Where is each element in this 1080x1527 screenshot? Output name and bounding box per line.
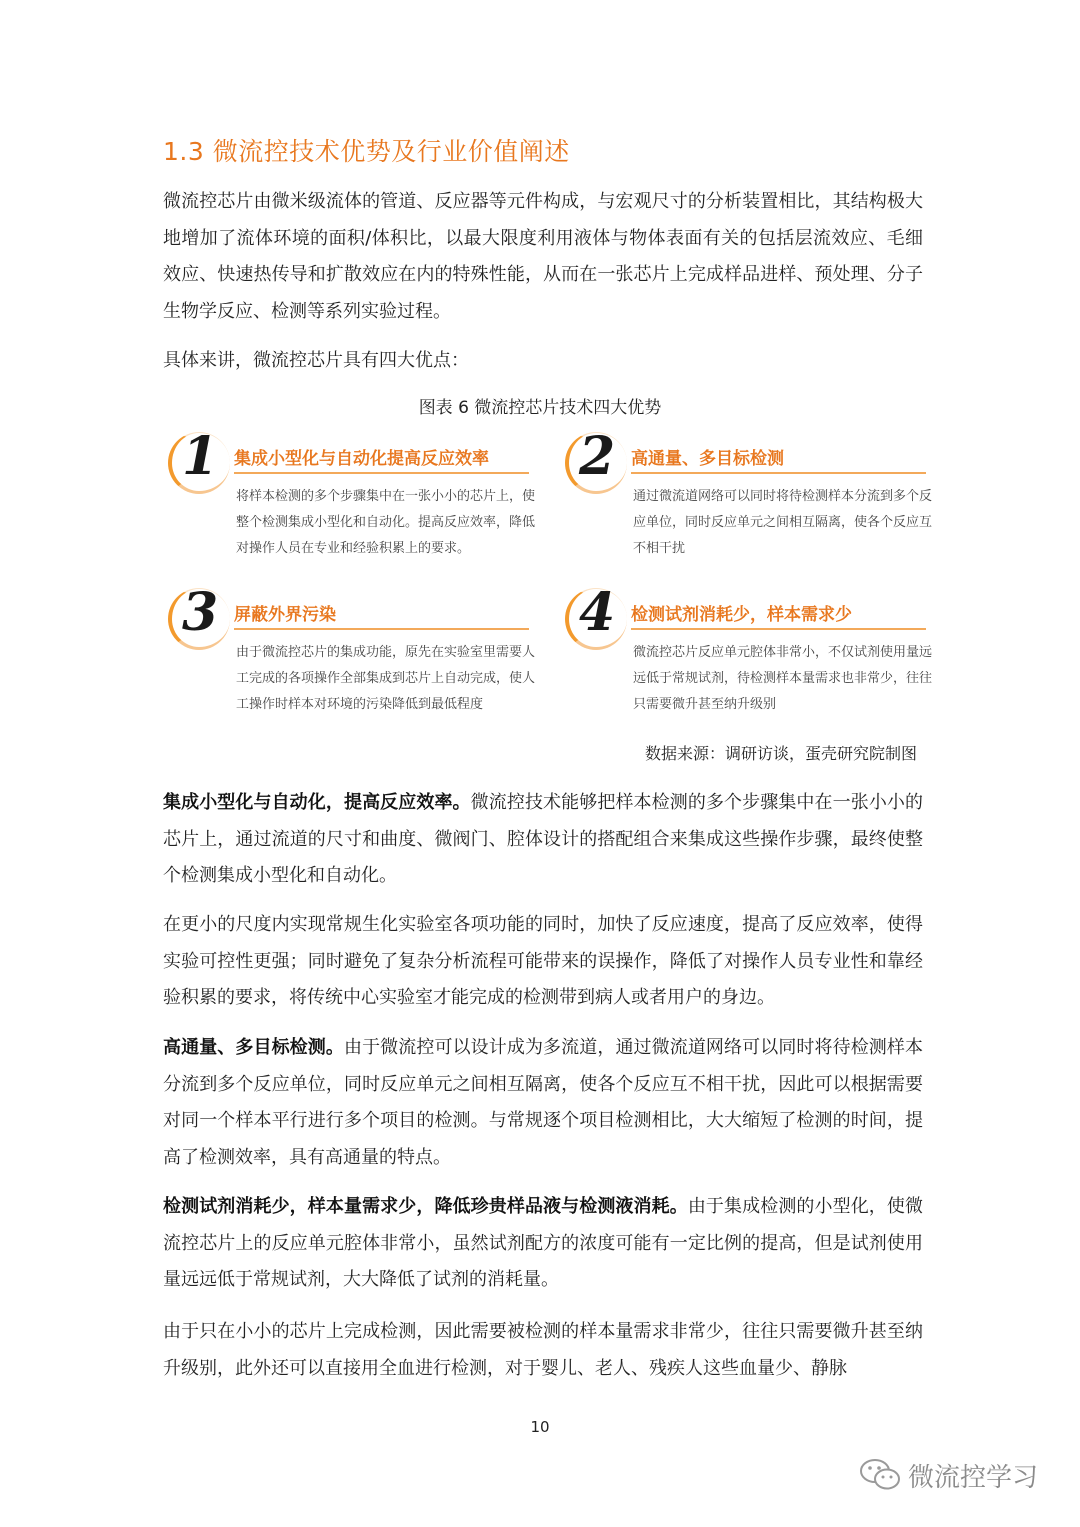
divider (631, 472, 926, 474)
divider (234, 628, 529, 630)
paragraph-text: 微流控技术能够把样本检测的多个步骤集中在一张小小的芯片上，通过流道的尺寸和曲度、微阀门、腔体设计的搭配组合来集成这些操作步骤，最终使整个检测集成小型化和自动化。 (163, 792, 924, 886)
paragraph-text: 由于微流控可以设计成为多流道，通过微流道网络可以同时将待检测样本分流到多个反应单位，同时反应单元之间相互隔离，使各个反应互不相干扰，因此可以根据需要对同一个样本平行进行多个项目的检测。与常规逐个项目检测相比，大大缩短了检测的时间，提高了检测效率，具有高通量的特点。 (163, 1037, 924, 1168)
advantage-number: 2 (579, 426, 616, 487)
body-paragraph-5 (163, 1314, 923, 1387)
watermark-text: 微流控学习 (908, 1462, 1039, 1493)
body-paragraph-1 (163, 785, 923, 895)
advantage-number: 3 (182, 582, 219, 643)
body-paragraph-4 (163, 1189, 923, 1299)
advantage-heading: 屏蔽外界污染 (234, 605, 336, 625)
paragraph-lead: 高通量、多目标检测。 (163, 1037, 344, 1058)
advantage-1 (168, 426, 548, 572)
body-paragraph-2 (163, 907, 923, 1017)
figure-source: 数据来源：调研访谈，蛋壳研究院制图 (644, 744, 917, 763)
advantage-text: 将样本检测的多个步骤集中在一张小小的芯片上，使整个检测集成小型化和自动化。提高反应效率，降低对操作人员在专业和经验积累上的要求。 (236, 489, 536, 556)
paragraph-text: 由于集成检测的小型化，使微流控芯片上的反应单元腔体非常小，虽然试剂配方的浓度可能有一定比例的提高，但是试剂使用量远远低于常规试剂，大大降低了试剂的消耗量。 (163, 1196, 923, 1290)
wechat-icon (858, 1457, 902, 1493)
page-number: 10 (530, 1418, 550, 1436)
paragraph-lead: 集成小型化与自动化，提高反应效率。 (163, 792, 471, 813)
advantage-text: 通过微流道网络可以同时将待检测样本分流到多个反应单位，同时反应单元之间相互隔离，使各个反应互不相干扰 (633, 489, 933, 556)
advantage-heading: 检测试剂消耗少，样本需求少 (631, 605, 852, 625)
paragraph-text: 在更小的尺度内实现常规生化实验室各项功能的同时，加快了反应速度，提高了反应效率，使得实验可控性更强；同时避免了复杂分析流程可能带来的误操作，降低了对操作人员专业性和靠经验积累的要求，将传统中心实验室才能完成的检测带到病人或者用户的身边。 (163, 914, 923, 1008)
paragraph-lead: 检测试剂消耗少，样本量需求少，降低珍贵样品液与检测液消耗。 (163, 1196, 688, 1217)
advantage-text: 由于微流控芯片的集成功能，原先在实验室里需要人工完成的各项操作全部集成到芯片上自动完成，使人工操作时样本对环境的污染降低到最低程度 (236, 645, 536, 712)
advantage-2 (565, 426, 945, 572)
intro-paragraph: 微流控芯片由微米级流体的管道、反应器等元件构成，与宏观尺寸的分析装置相比，其结构极大地增加了流体环境的面积/体积比，以最大限度利用液体与物体表面有关的包括层流效应、毛细效应、快速热传导和扩散效应在内的特殊性能，从而在一张芯片上完成样品进样、预处理、分子生物学反应、检测等系列实验过程。 (163, 191, 923, 322)
section-title: 1.3 微流控技术优势及行业价值阐述 (163, 137, 570, 166)
advantage-4 (565, 582, 945, 728)
figure-title: 图表 6 微流控芯片技术四大优势 (418, 398, 662, 418)
advantage-heading: 高通量、多目标检测 (631, 449, 784, 469)
paragraph-text: 由于只在小小的芯片上完成检测，因此需要被检测的样本量需求非常少，往往只需要微升甚至纳升级别，此外还可以直接用全血进行检测，对于婴儿、老人、残疾人这些血量少、静脉 (163, 1321, 923, 1379)
watermark (858, 1455, 1038, 1495)
advantage-number: 1 (182, 426, 219, 487)
divider (631, 628, 926, 630)
lead-in-text: 具体来讲，微流控芯片具有四大优点： (163, 350, 469, 371)
divider (234, 472, 529, 474)
advantage-3 (168, 582, 548, 728)
body-paragraph-3 (163, 1030, 923, 1176)
advantage-text: 微流控芯片反应单元腔体非常小，不仅试剂使用量远远低于常规试剂，待检测样本量需求也非常少，往往只需要微升甚至纳升级别 (633, 645, 933, 712)
advantage-heading: 集成小型化与自动化提高反应效率 (234, 449, 489, 469)
advantage-number: 4 (579, 582, 616, 643)
